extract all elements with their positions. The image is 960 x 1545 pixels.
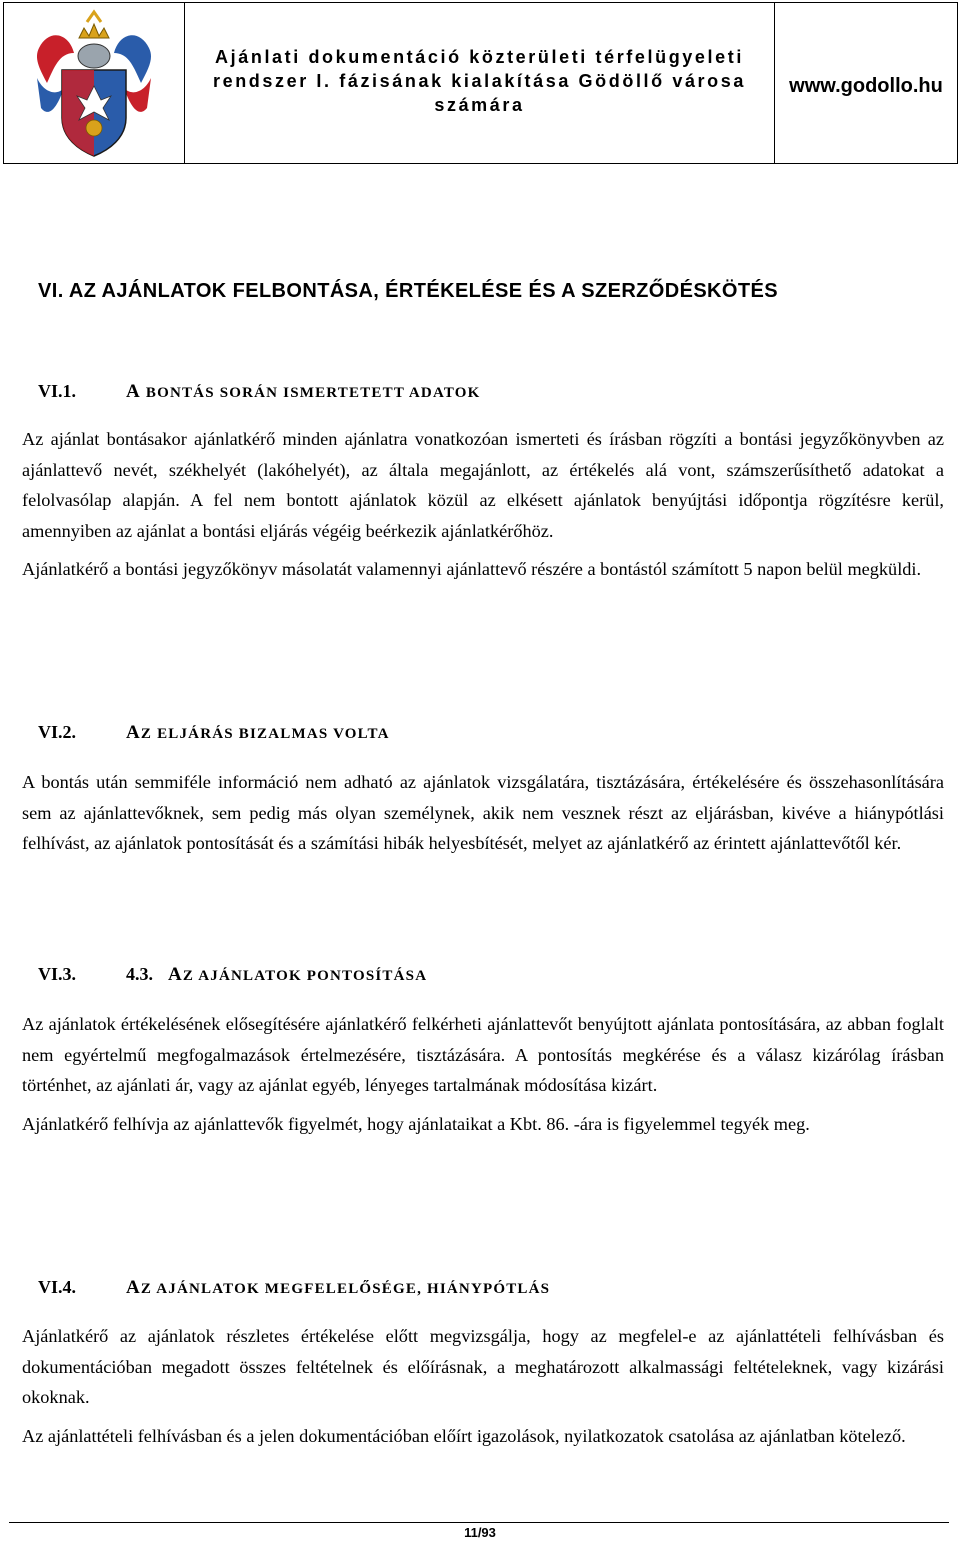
- paragraph: Ajánlatkérő az ajánlatok részletes értékelése előtt megvizsgálja, hogy az megfelel-e az ajánlattételi felhívásban és dokumentációban megadott összes feltételnek és előírásnak, a meghatározott alkalmassági feltételeknek, vagy kizárási okoknak.: [22, 1326, 944, 1408]
- title-line-1: Ajánlati dokumentáció közterületi térfelügyeleti: [215, 47, 744, 67]
- document-title: [185, 3, 775, 163]
- section-title-rest: Z ELJÁRÁS BIZALMAS VOLTA: [140, 726, 390, 742]
- section-title-rest: BONTÁS SORÁN ISMERTETETT ADATOK: [140, 385, 481, 401]
- page-number: 11/93: [464, 1525, 496, 1540]
- paragraph: A bontás után semmiféle információ nem adható az ajánlatok vizsgálatára, tisztázására, értékelésére és összehasonlítására sem az ajánlattevőknek, sem pedig más olyan személynek, akik nem vesznek részt az eljárásban, kivéve a hiánypótlási felhívást, az ajánlatok pontosítását és a számítási hibák helyesbítését, melyet az ajánlatkérő az érintett ajánlattevőtől kér.: [22, 772, 944, 854]
- section-body-vi-4: [22, 1321, 944, 1451]
- section-heading-vi-1: [38, 381, 481, 403]
- section-title-initial: A: [168, 964, 183, 985]
- website-url[interactable]: [775, 3, 957, 163]
- paragraph: Ajánlatkérő a bontási jegyzőkönyv másolatát valamennyi ajánlattevő részére a bontástól számított 5 napon belül megküldi.: [22, 559, 922, 580]
- section-title: [126, 1277, 551, 1298]
- section-number: VI.3.: [38, 964, 77, 984]
- coat-of-arms-icon: [29, 8, 159, 158]
- section-heading-vi-2: [38, 722, 390, 744]
- section-body-vi-2: [22, 767, 944, 859]
- title-line-3: számára: [434, 95, 525, 115]
- paragraph: Ajánlatkérő felhívja az ajánlattevők figyelmét, hogy ajánlataikat a Kbt. 86. -ára is figyelemmel tegyék meg.: [22, 1113, 810, 1134]
- section-number: VI.4.: [38, 1277, 77, 1297]
- chapter-title: VI. AZ AJÁNLATOK FELBONTÁSA, ÉRTÉKELÉSE ÉS A SZERZŐDÉSKÖTÉS: [38, 280, 778, 302]
- section-number: VI.2.: [38, 722, 77, 742]
- section-body-vi-3: [22, 1009, 944, 1139]
- section-title-initial: A: [126, 722, 141, 743]
- section-heading-vi-3: [38, 964, 427, 986]
- paragraph: Az ajánlattételi felhívásban és a jelen dokumentációban előírt igazolások, nyilatkozatok csatolása az ajánlatban kötelező.: [22, 1425, 906, 1446]
- section-title-initial: A: [126, 381, 141, 402]
- section-title: [126, 722, 390, 743]
- section-subnumber: 4.3.: [126, 964, 153, 984]
- page-header: [3, 2, 958, 164]
- title-line-2: rendszer I. fázisának kialakítása Gödöllő városa: [213, 71, 746, 91]
- section-title-rest: Z AJÁNLATOK MEGFELELŐSÉGE, HIÁNYPÓTLÁS: [140, 1281, 551, 1297]
- section-title: [168, 964, 428, 985]
- website-url-text[interactable]: www.godollo.hu: [789, 75, 943, 97]
- paragraph: Az ajánlat bontásakor ajánlatkérő minden ajánlatra vonatkozóan ismerteti és írásban rögzíti a bontási jegyzőkönyvben az ajánlattevő nevét, székhelyét (lakóhelyét), az általa megajánlott, az értékelés alá vont, számszerűsíthető adatokat a felolvasólap alapján. A fel nem bontott ajánlatok közül az elkésett ajánlatok benyújtási időpontja rögzítésre kerül, amennyiben az ajánlat a bontási eljárás végéig beérkezik ajánlatkérőhöz.: [22, 429, 944, 541]
- coat-of-arms-cell: [4, 3, 185, 163]
- section-number: VI.1.: [38, 381, 77, 401]
- section-title: [126, 381, 481, 402]
- paragraph: Az ajánlatok értékelésének elősegítésére ajánlatkérő felkérheti ajánlattevőt benyújtott ajánlata pontosítására, az abban foglalt nem egyértelmű megfogalmazások értelmezésére, tisztázására. A pontosítás megkérése és a válasz kizárólag írásban történhet, az ajánlati ár, vagy az ajánlat egyéb, lényeges tartalmának módosítása kizárt.: [22, 1014, 944, 1096]
- section-title-initial: A: [126, 1277, 141, 1298]
- footer-rule: [9, 1522, 949, 1523]
- section-title-rest: Z AJÁNLATOK PONTOSÍTÁSA: [182, 968, 428, 984]
- section-body-vi-1: [22, 424, 944, 585]
- section-heading-vi-4: [38, 1277, 550, 1299]
